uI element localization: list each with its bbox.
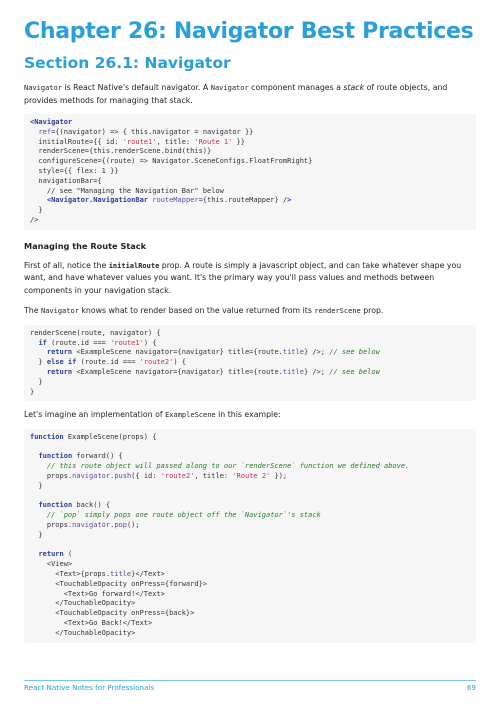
render-paragraph: The Navigator knows what to render based on the value returned from its renderScene prop. (24, 306, 384, 316)
footer-page-number: 69 (466, 683, 476, 692)
subheading: Managing the Route Stack (24, 240, 147, 251)
footer-book-title: React Native Notes for Professionals (24, 683, 155, 692)
code-block-examplescene: function ExampleScene(props) { function forward() { // this route object will passed along to our `renderScene` function we defined above. props.navigator.push({ id: 'route2', title: 'Route 2' }); } function back() { // `pop` simply pops one route object off the `Navigator`'s stack props.navigator.pop(); } return ( <View> <Text>{props.title}</Text> <TouchableOpacity onPress={forward}> <Text>Go forward!</Text> </TouchableOpacity> <TouchableOpacity onPress={back}> <Text>Go Back!</Text> </TouchableOpacity> (24, 429, 476, 643)
chapter-title: Chapter 26: Navigator Best Practices (24, 19, 474, 44)
inline-code: initialRoute (108, 261, 160, 270)
example-paragraph: Let's imagine an implementation of ExampleScene in this example: (24, 410, 281, 420)
code-block-navigator: <Navigator ref={(navigator) => { this.navigator = navigator }} initialRoute={{ id: 'route1', title: 'Route 1' }} renderScene={this.renderScene.bind(this)} configureScene={(route) => Navigator.SceneConfigs.FloatFromRight} style={{ flex: 1 }} navigationBar={ // see "Managing the Navigation Bar" below <Navigator.NavigationBar routeMapper={this.routeMapper} /> } /> (24, 114, 476, 230)
inline-code: Navigator (24, 84, 62, 92)
route-paragraph: First of all, notice the initialRoute prop. A route is simply a javascript object, and can take whatever shape you want, and have whatever values you want. It's the primary way you'll pass values and methods between components in your navigation stack. (24, 260, 462, 295)
code-block-renderscene: renderScene(route, navigator) { if (route.id === 'route1') { return <ExampleScene navigator={navigator} title={route.title} />; // see below } else if (route.id === 'route2') { return <ExampleScene navigator={navigator} title={route.title} />; // see below } } (24, 325, 476, 402)
document-page (24, 18, 476, 643)
inline-code: Navigator (210, 84, 249, 92)
section-title: Section 26.1: Navigator (24, 54, 231, 72)
inline-code: ExampleScene (165, 411, 216, 420)
inline-code: Navigator (40, 307, 79, 316)
intro-paragraph: Navigator is React Native's default navigator. A Navigator component manages a stack of route objects, and provides methods for managing that stack. (24, 83, 448, 105)
page-footer (24, 680, 476, 692)
inline-code: renderScene (314, 307, 361, 316)
